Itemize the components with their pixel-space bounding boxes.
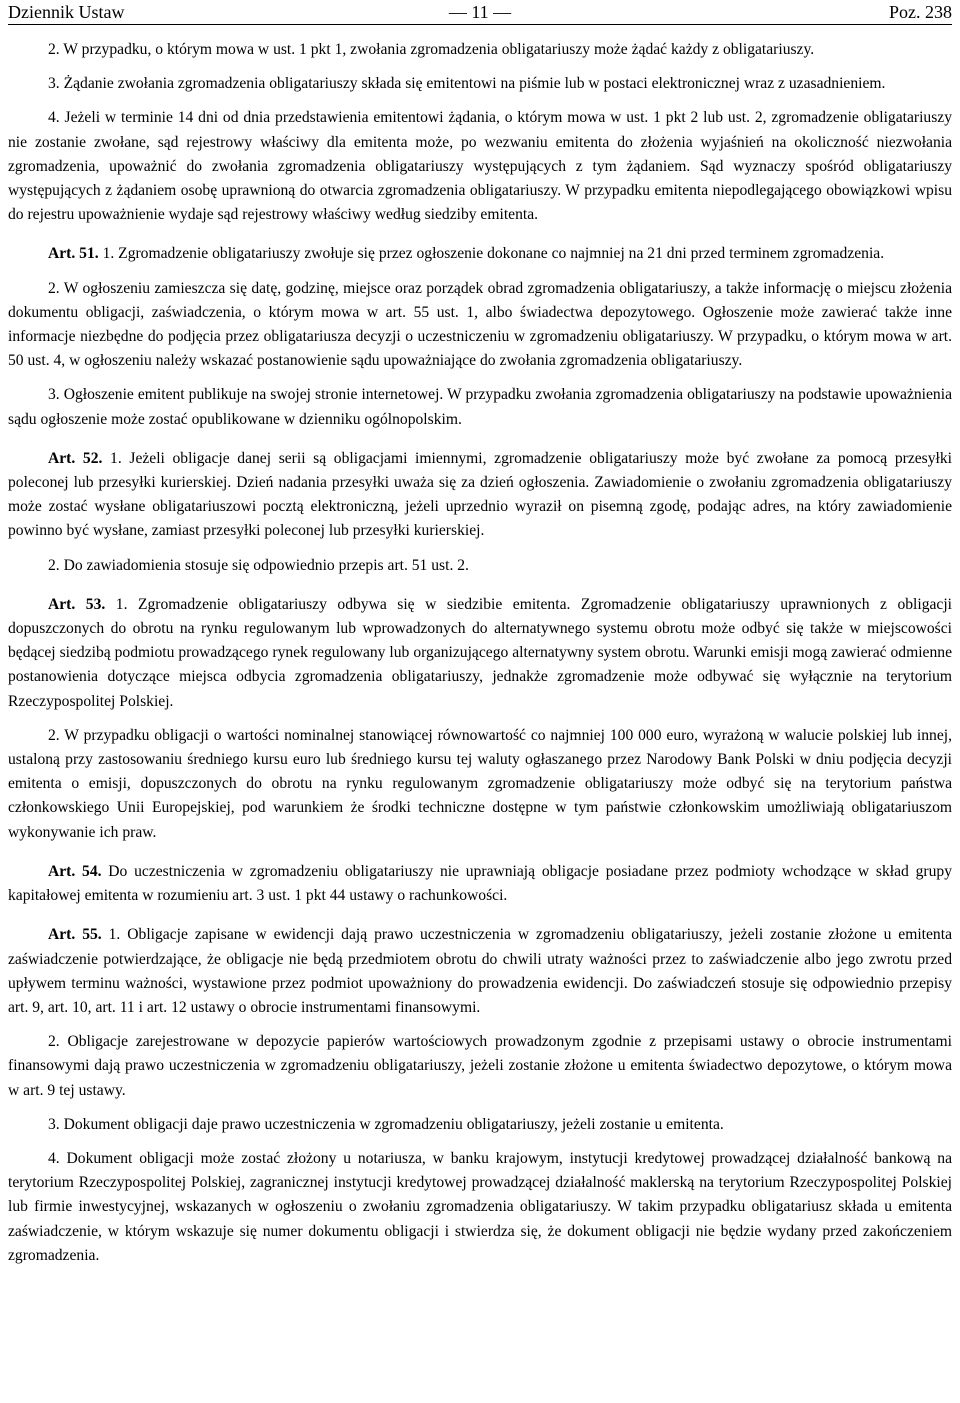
article-heading: Art. 55. (48, 926, 102, 944)
paragraph-51-2: 2. W ogłoszeniu zamieszcza się datę, godzinę, miejsce oraz porządek obrad zgromadzenia obligatariuszy, a także informację o miejscu złożenia dokumentu obligacji, zaświadczenia, o którym mowa w art. 55 ust. 1, albo świadectwa depozytowego. Ogłoszenie może zawierać także inne informacje niezbędne do podjęcia przez obligatariusza decyzji o uczestniczeniu w zgromadzeniu obligatariuszy. W przypadku, o którym mowa w art. 50 ust. 4, w ogłoszeniu należy wskazać postanowienie sądu upoważniające do zwołania zgromadzenia obligatariuszy. (8, 279, 952, 370)
article-heading: Art. 53. (48, 595, 106, 613)
article-heading: Art. 51. (48, 245, 99, 263)
paragraph-53-2: 2. W przypadku obligacji o wartości nominalnej stanowiącej równowartość co najmniej 100 000 euro, wyrażoną w walucie polskiej lub innej, ustaloną przy zastosowaniu średniego kursu euro lub średniego kursu tej waluty ogłaszanego przez Narodowy Bank Polski w dniu podjęcia decyzji emitenta o emisji, dopuszczonych do obrotu na rynku regulowanym zgromadzenie obligatariuszy może odbyć się na terytorium państwa członkowskiego Unii Europejskiej, pod warunkiem że środki techniczne dostępne w tym państwie członkowskim umożliwiają obligatariuszom wykonywanie ich praw. (8, 726, 952, 841)
article-51-1: Art. 51. 1. Zgromadzenie obligatariuszy zwołuje się przez ogłoszenie dokonane co najmniej na 21 dni przed terminem zgromadzenia. (48, 245, 885, 263)
paragraph-55-3: 3. Dokument obligacji daje prawo uczestniczenia w zgromadzeniu obligatariuszy, jeżeli zostanie u emitenta. (48, 1115, 724, 1133)
paragraph-55-2: 2. Obligacje zarejestrowane w depozycie papierów wartościowych prowadzonym zgodnie z przepisami ustawy o obrocie instrumentami finansowymi dają prawo uczestniczenia w zgromadzeniu obligatariuszy, jeżeli zostanie złożone u emitenta świadectwo depozytowe, o którym mowa w art. 9 tej ustawy. (8, 1033, 952, 1099)
article-52-1: Art. 52. 1. Jeżeli obligacje danej serii są obligacjami imiennymi, zgromadzenie obligatariuszy może być zwołane za pomocą przesyłki poleconej lub przesyłki kurierskiej. Dzień nadania przesyłki uważa się za dzień ogłoszenia. Zawiadomienie o zwołaniu zgromadzenia obligatariuszy może zostać wysłane obligatariuszowi pocztą elektroniczną, jeżeli uprzednio wyraził on pisemną zgodę, podając adres, na który zawiadomienie powinno być wysłane, zamiast przesyłki poleconej lub przesyłki kurierskiej. (8, 449, 952, 540)
article-55-1: Art. 55. 1. Obligacje zapisane w ewidencji dają prawo uczestniczenia w zgromadzeniu obligatariuszy, jeżeli zostanie złożone u emitenta zaświadczenie potwierdzające, że obligacje nie będą przedmiotem obrotu do chwili utraty ważności przez to zaświadczenie albo jego zwrotu przed upływem terminu ważności, wystawione przez podmiot upoważniony do prowadzenia ewidencji. Do zaświadczeń stosuje się odpowiednio przepisy art. 9, art. 10, art. 11 i art. 12 ustawy o obrocie instrumentami finansowymi. (8, 926, 952, 1016)
paragraph-52-2: 2. Do zawiadomienia stosuje się odpowiednio przepis art. 51 ust. 2. (48, 556, 469, 574)
paragraph-55-4: 4. Dokument obligacji może zostać złożony u notariusza, w banku krajowym, instytucji kredytowej prowadzącej działalność bankową na terytorium Rzeczypospolitej Polskiej, zagranicznej instytucji kredytowej prowadzącej działalność maklerską na terytorium Rzeczypospolitej Polskiej lub firmie inwestycyjnej, wskazanych w ogłoszeniu o zwołaniu zgromadzenia obligatariuszy. W takim przypadku obligatariusz składa u emitenta zaświadczenie, w którym wskazuje się numer dokumentu obligacji i stwierdza się, że dokument obligacji nie będzie wydany przed zakończeniem zgromadzenia. (8, 1149, 952, 1264)
journal-title: Dziennik Ustaw (8, 2, 125, 22)
paragraph-51-3: 3. Ogłoszenie emitent publikuje na swojej stronie internetowej. W przypadku zwołania zgromadzenia obligatariuszy na podstawie upoważnienia sądu ogłoszenie może zostać opublikowane w dzienniku ogólnopolskim. (8, 386, 952, 428)
article-heading: Art. 52. (48, 449, 103, 467)
position-number: Poz. 238 (889, 2, 952, 22)
paragraph-50-2: 2. W przypadku, o którym mowa w ust. 1 pkt 1, zwołania zgromadzenia obligatariuszy może żądać każdy z obligatariuszy. (48, 41, 815, 58)
paragraph-50-4: 4. Jeżeli w terminie 14 dni od dnia przedstawienia emitentowi żądania, o którym mowa w ust. 1 pkt 2 lub ust. 2, zgromadzenie obligatariuszy nie zostanie zwołane, sąd rejestrowy właściwy dla emitenta może, po wezwaniu emitenta do złożenia wyjaśnień na okoliczność niezwołania zgromadzenia, upoważnić do zwołania zgromadzenia obligatariuszy występujących z tym żądaniem. Sąd wyznaczy spośród obligatariuszy występujących z żądaniem osobę uprawnioną do otwarcia zgromadzenia obligatariuszy. W przypadku emitenta niepodlegającego obowiązkowi wpisu do rejestru upoważnienie wydaje sąd rejestrowy właściwy według siedziby emitenta. (8, 109, 952, 224)
article-54: Art. 54. Do uczestniczenia w zgromadzeniu obligatariuszy nie uprawniają obligacje posiadane przez podmioty wchodzące w skład grupy kapitałowej emitenta w rozumieniu art. 3 ust. 1 pkt 44 ustawy o rachunkowości. (8, 862, 952, 905)
article-heading: Art. 54. (48, 862, 102, 880)
page-header (8, 0, 952, 25)
page-number: — 11 — (448, 2, 512, 22)
article-53-1: Art. 53. 1. Zgromadzenie obligatariuszy odbywa się w siedzibie emitenta. Zgromadzenie obligatariuszy uprawnionych z obligacji dopuszczonych do obrotu na rynku regulowanym lub wprowadzonych do alternatywnego systemu obrotu może odbyć się także w miejscowości będącej siedzibą podmiotu prowadzącego rynek regulowany lub organizującego alternatywny system obrotu. Warunki emisji mogą zawierać odmienne postanowienia dotyczące miejsca odbycia zgromadzenia obligatariuszy, jednakże zgromadzenie może odbywać się wyłącznie na terytorium Rzeczypospolitej Polskiej. (8, 595, 953, 710)
document-body (8, 25, 952, 1268)
paragraph-50-3: 3. Żądanie zwołania zgromadzenia obligatariuszy składa się emitentowi na piśmie lub w postaci elektronicznej wraz z uzasadnieniem. (48, 75, 886, 93)
